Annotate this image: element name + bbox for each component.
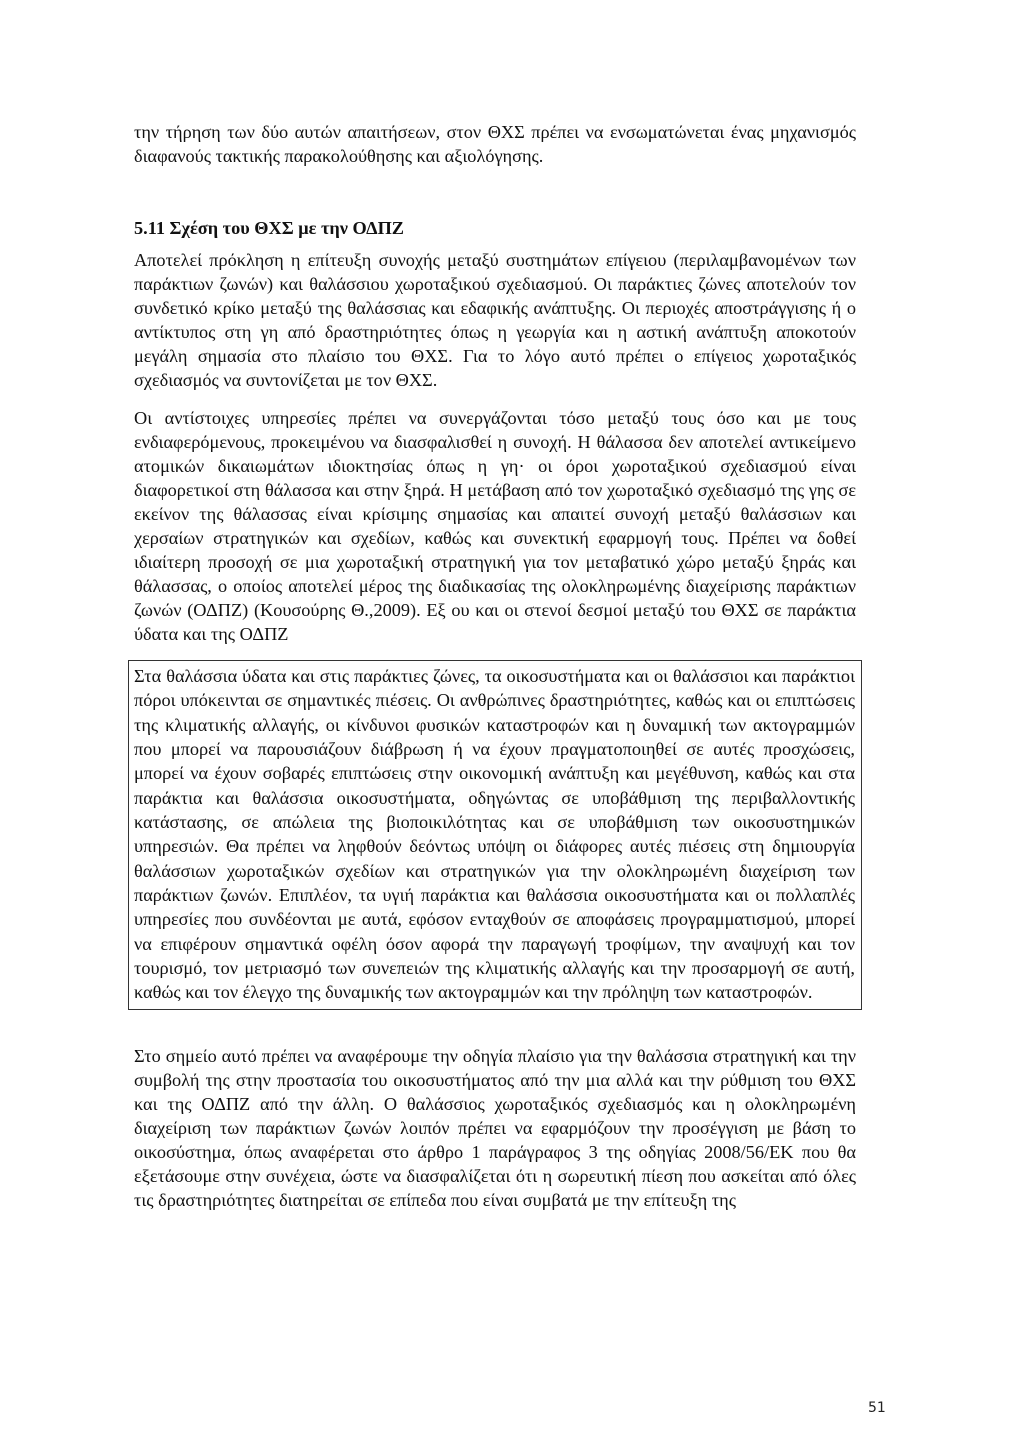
body-paragraph-1: Αποτελεί πρόκληση η επίτευξη συνοχής μεταξύ συστημάτων επίγειου (περιλαμβανομένων των παράκτιων ζωνών) και θαλάσσιου χωροταξικού σχεδιασμού. Οι παράκτιες ζώνες αποτελούν τον συνδετικό κρίκο μεταξύ της θαλάσσιας και εδαφικής ανάπτυξης. Οι περιοχές αποστράγγισης ή ο αντίκτυπος στη γη από δραστηριότητες όπως η γεωργία και η αστική ανάπτυξη αποκοτούν μεγάλη σημασία στο πλαίσιο του ΘΧΣ. Για το λόγο αυτό πρέπει ο επίγειος χωροταξικός σχεδιασμός να συντονίζεται με τον ΘΧΣ. xyxy=(134,250,856,390)
boxed-quote xyxy=(128,660,862,1010)
section-heading: 5.11 Σχέση του ΘΧΣ με την ΟΔΠΖ xyxy=(134,218,404,238)
intro-paragraph: την τήρηση των δύο αυτών απαιτήσεων, στον ΘΧΣ πρέπει να ενσωματώνεται ένας μηχανισμός διαφανούς τακτικής παρακολούθησης και αξιολόγησης. xyxy=(134,122,856,166)
body-paragraph-2: Οι αντίστοιχες υπηρεσίες πρέπει να συνεργάζονται τόσο μεταξύ τους όσο και με τους ενδιαφερόμενους, προκειμένου να διασφαλισθεί η συνοχή. Η θάλασσα δεν αποτελεί αντικείμενο ατομικών δικαιωμάτων ιδιοκτησίας όπως η γη· οι όροι χωροταξικού σχεδιασμού είναι διαφορετικοί στη θάλασσα και στην ξηρά. Η μετάβαση από τον χωροταξικό σχεδιασμό της γης σε εκείνον της θάλασσας είναι κρίσιμης σημασίας και απαιτεί συνοχή μεταξύ θαλάσσιων και χερσαίων στρατηγικών και σχεδίων, καθώς και συνεκτική εφαρμογή τους. Πρέπει να δοθεί ιδιαίτερη προσοχή σε μια χωροταξική στρατηγική για τον μεταβατικό χώρο μεταξύ ξηράς και θάλασσας, ο οποίος αποτελεί μέρος της διαδικασίας της ολοκληρωμένης διαχείρισης παράκτιων ζωνών (ΟΔΠΖ) (Κουσούρης Θ.,2009). Εξ ου και οι στενοί δεσμοί μεταξύ του ΘΧΣ σε παράκτια ύδατα και της ΟΔΠΖ xyxy=(134,408,856,644)
body-paragraph-4: Στο σημείο αυτό πρέπει να αναφέρουμε την οδηγία πλαίσιο για την θαλάσσια στρατηγική και την συμβολή της στην προστασία του οικοσυστήματος από την μια αλλά και την ρύθμιση του ΘΧΣ και της ΟΔΠΖ από την άλλη. Ο θαλάσσιος χωροταξικός σχεδιασμός και η ολοκληρωμένη διαχείριση των παράκτιων ζωνών λοιπόν πρέπει να εφαρμόζουν την προσέγγιση με βάση το οικοσύστημα, όπως αναφέρεται στο άρθρο 1 παράγραφος 3 της οδηγίας 2008/56/ΕΚ που θα εξετάσουμε στην συνέχεια, ώστε να διασφαλίζεται ότι η σωρευτική πίεση που ασκείται από όλες τις δραστηριότητες διατηρείται σε επίπεδα που είναι συμβατά με την επίτευξη της xyxy=(134,1045,856,1210)
page-number: 51 xyxy=(868,1400,886,1416)
boxed-paragraph: Στα θαλάσσια ύδατα και στις παράκτιες ζώνες, τα οικοσυστήματα και οι θαλάσσιοι και παράκτιοι πόροι υπόκεινται σε σημαντικές πιέσεις. Οι ανθρώπινες δραστηριότητες, καθώς και οι επιπτώσεις της κλιματικής αλλαγής, οι κίνδυνοι φυσικών καταστροφών και η δυναμική των ακτογραμμών που μπορεί να παρουσιάζουν διάβρωση ή να έχουν πραγματοποιηθεί σε αυτές προσχώσεις, μπορεί να έχουν σοβαρές επιπτώσεις στην οικονομική ανάπτυξη και μεγέθυνση, καθώς και στα παράκτια και θαλάσσια οικοσυστήματα, οδηγώντας σε υποβάθμιση της περιβαλλοντικής κατάστασης, σε απώλεια της βιοποικιλότητας και σε υποβάθμιση των οικοσυστημικών υπηρεσιών. Θα πρέπει να ληφθούν δεόντως υπόψη οι διάφορες αυτές πιέσεις στη δημιουργία θαλάσσιων χωροταξικών σχεδίων και στρατηγικών για την ολοκληρωμένη διαχείριση των παράκτιων ζωνών. Επιπλέον, τα υγιή παράκτια και θαλάσσια οικοσυστήματα και οι πολλαπλές υπηρεσίες που συνδέονται με αυτά, εφόσον ενταχθούν σε αποφάσεις προγραμματισμού, μπορεί να επιφέρουν σημαντικά οφέλη όσον αφορά την παραγωγή τροφίμων, την αναψυχή και τον τουρισμό, τον μετριασμό των συνεπειών της κλιματικής αλλαγής και την προσαρμογή σε αυτή, καθώς και τον έλεγχο της δυναμικής των ακτογραμμών και την πρόληψη των καταστροφών. xyxy=(134,666,855,1003)
document-page xyxy=(134,120,856,1212)
